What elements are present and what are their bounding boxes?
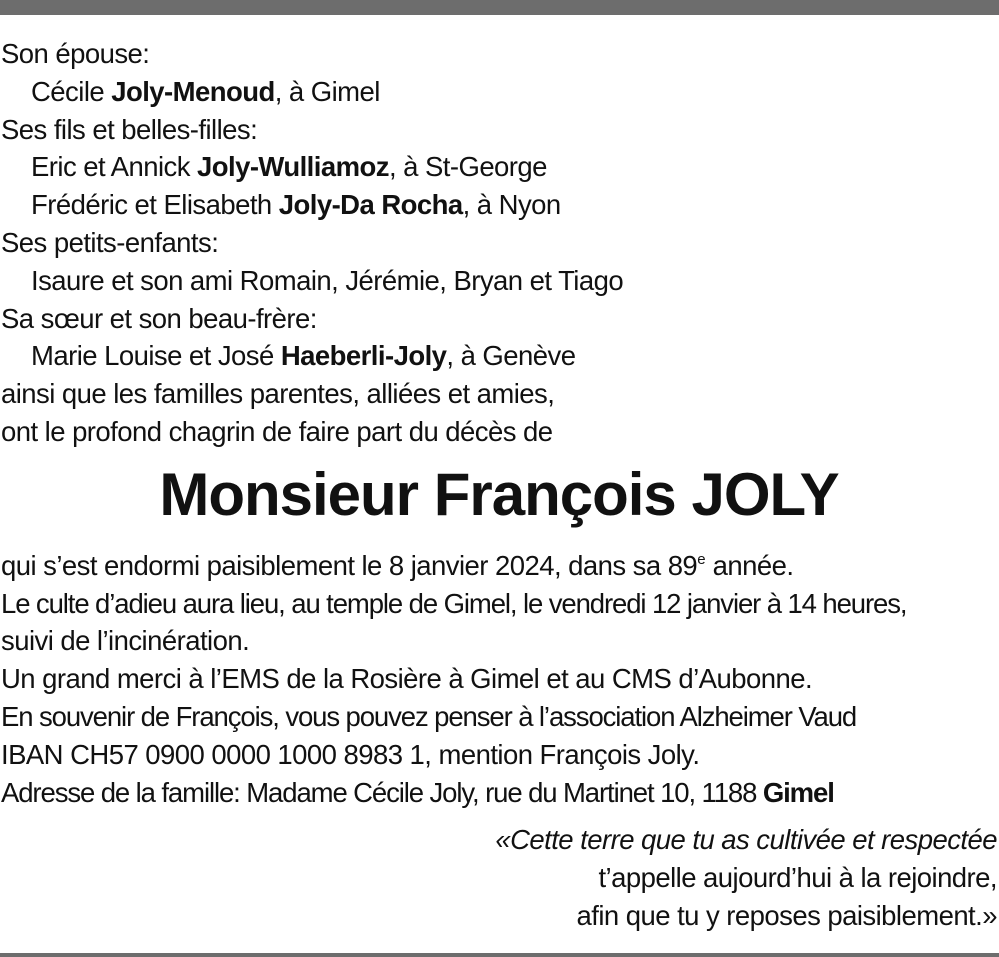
son1-first: Eric et Annick: [31, 151, 197, 183]
grandchildren-heading: Ses petits-enfants:: [1, 226, 219, 258]
top-rule: [0, 0, 999, 15]
death-line: [1, 541, 997, 585]
relatives-line: ainsi que les familles parentes, alliées et amies,: [1, 378, 555, 410]
sister-heading: Sa sœur et son beau-frère:: [1, 302, 317, 334]
death-before: qui s’est endormi paisiblement le 8 janvier 2024, dans sa 89: [1, 549, 698, 581]
donation-line: En souvenir de François, vous pouvez penser à l’association Alzheimer Vaud: [1, 700, 857, 732]
spouse-line: [1, 73, 997, 111]
grandchildren-line: Isaure et son ami Romain, Jérémie, Bryan et Tiago: [31, 264, 624, 296]
iban-line: IBAN CH57 0900 0000 1000 8983 1, mention François Joly.: [1, 738, 700, 770]
bottom-rule: [0, 953, 999, 957]
sister-last: Haeberli-Joly: [280, 340, 447, 372]
spouse-heading: Son épouse:: [1, 38, 150, 69]
death-after: année.: [705, 549, 794, 581]
address-line: [1, 774, 997, 812]
deceased-name: Monsieur François JOLY: [159, 460, 839, 528]
sister-place: , à Genève: [446, 340, 576, 372]
ceremony-line: Le culte d’adieu aura lieu, au temple de Gimel, le vendredi 12 janvier à 14 heures,: [1, 587, 907, 619]
cremation-line: suivi de l’incinération.: [1, 625, 250, 657]
announce-line: ont le profond chagrin de faire part du décès de: [1, 415, 553, 447]
spouse-place: , à Gimel: [274, 75, 380, 107]
son2-first: Frédéric et Elisabeth: [31, 189, 279, 221]
quote-line-2: t’appelle aujourd’hui à la rejoindre,: [598, 862, 997, 894]
spouse-last: Joly-Menoud: [111, 75, 275, 107]
obituary-notice: [1, 35, 997, 935]
son2-place: , à Nyon: [462, 189, 561, 221]
address-prefix: Adresse de la famille: Madame Cécile Joly, rue du Martinet 10, 1188: [1, 776, 763, 808]
address-city: Gimel: [762, 776, 834, 808]
sister-first: Marie Louise et José: [31, 340, 281, 372]
death-sup: e: [697, 550, 706, 568]
thanks-line: Un grand merci à l’EMS de la Rosière à Gimel et au CMS d’Aubonne.: [1, 663, 813, 695]
closing-quote: [1, 821, 997, 934]
son1-place: , à St-George: [388, 151, 547, 183]
son2-last: Joly-Da Rocha: [278, 189, 463, 221]
sons-heading: Ses fils et belles-filles:: [1, 113, 258, 145]
quote-line-1: «Cette terre que tu as cultivée et respectée: [495, 824, 997, 856]
spouse-first: Cécile: [31, 75, 112, 107]
son2-line: [1, 186, 997, 224]
son1-last: Joly-Wulliamoz: [197, 151, 389, 183]
sister-line: [1, 337, 997, 375]
son1-line: [1, 148, 997, 186]
quote-line-3: afin que tu y reposes paisiblement.»: [576, 899, 997, 931]
